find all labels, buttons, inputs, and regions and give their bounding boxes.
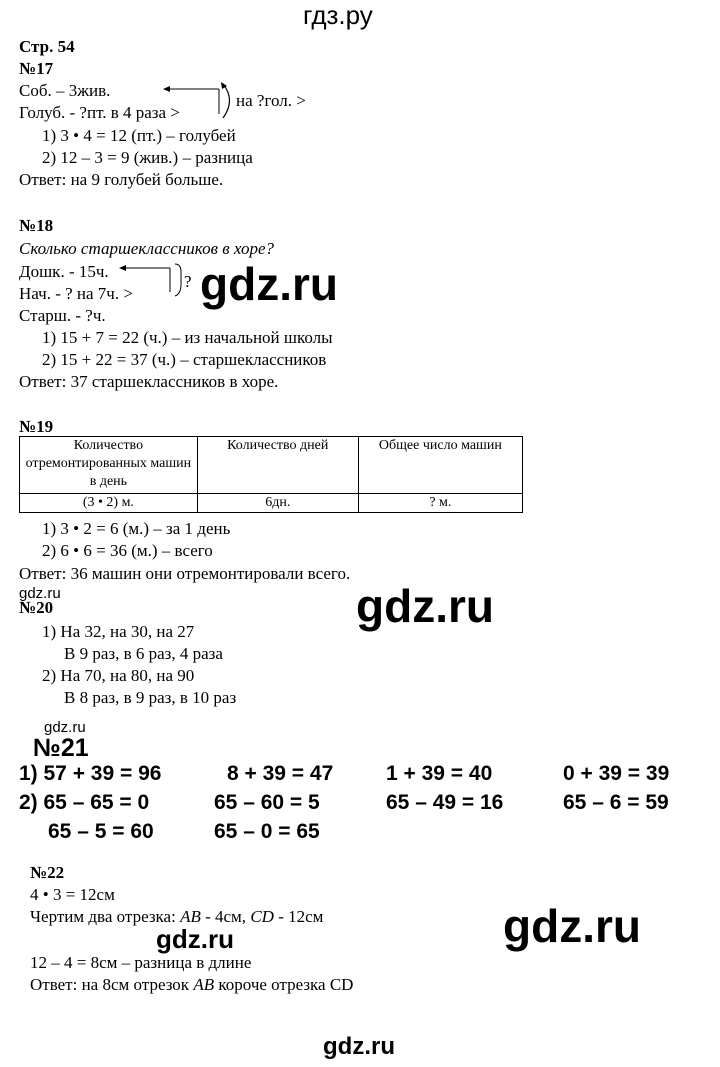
- problem-17-line2: Голуб. - ?пт. в 4 раза >: [19, 103, 180, 122]
- problem-21-row1-col3: 1 + 39 = 40: [386, 762, 493, 785]
- problem-22-line3: 12 – 4 = 8см – разница в длине: [30, 953, 252, 972]
- watermark-small[interactable]: gdz.ru: [44, 719, 86, 736]
- problem-22-number: №22: [30, 863, 65, 882]
- problem-19-step2: 2) 6 • 6 = 36 (м.) – всего: [42, 541, 213, 560]
- problem-22-line1: 4 • 3 = 12см: [30, 885, 115, 904]
- problem-17-brace-label: на ?гол. >: [236, 91, 306, 110]
- table-header-cell: Количество отремонтированных машин в день: [20, 437, 198, 494]
- problem-22-answer-part: короче отрезка CD: [214, 975, 354, 994]
- problem-22-line2-part: - 12см: [273, 907, 324, 926]
- problem-18-step2: 2) 15 + 22 = 37 (ч.) – старшеклассников: [42, 350, 327, 369]
- problem-18-number: №18: [19, 216, 54, 235]
- segment-ab-label: AB: [180, 907, 201, 926]
- problem-22-line2-part: - 4см,: [200, 907, 251, 926]
- table-cell: (3 • 2) м.: [20, 494, 198, 513]
- table-header-cell: Общее число машин: [358, 437, 522, 494]
- problem-21-row3-col1: 65 – 5 = 60: [48, 820, 154, 843]
- watermark-large[interactable]: gdz.ru: [200, 258, 338, 310]
- watermark-medium[interactable]: gdz.ru: [156, 924, 234, 954]
- problem-20-line1: 1) На 32, на 30, на 27: [42, 622, 195, 641]
- problem-20-line3: 2) На 70, на 80, на 90: [42, 666, 195, 685]
- problem-22-line2-part: Чертим два отрезка:: [30, 907, 181, 926]
- problem-21-row2-col4: 65 – 6 = 59: [563, 791, 669, 814]
- problem-20-line2: В 9 раз, в 6 раз, 4 раза: [64, 644, 223, 663]
- problem-21-number: №21: [33, 734, 89, 762]
- problem-18-line2: Нач. - ? на 7ч. >: [19, 284, 133, 303]
- problem-20-number: №20: [19, 598, 54, 617]
- brace-icon: [175, 264, 181, 296]
- segment-cd-label: CD: [250, 907, 274, 926]
- arrow-left-icon: [119, 265, 170, 292]
- problem-21-row2-col2: 65 – 60 = 5: [214, 791, 320, 814]
- problem-20-line4: В 8 раз, в 9 раз, в 10 раз: [64, 688, 237, 707]
- table-header-cell: Количество дней: [197, 437, 358, 494]
- table-cell: ? м.: [358, 494, 522, 513]
- footer-watermark[interactable]: gdz.ru: [323, 1033, 395, 1060]
- problem-19-answer: Ответ: 36 машин они отремонтировали всего.: [19, 564, 351, 583]
- arrow-left-icon: [163, 86, 219, 114]
- problem-19-step1: 1) 3 • 2 = 6 (м.) – за 1 день: [42, 519, 231, 538]
- problem-17-answer: Ответ: на 9 голубей больше.: [19, 170, 224, 189]
- problem-18-answer: Ответ: 37 старшеклассников в хоре.: [19, 372, 279, 391]
- problem-17-number: №17: [19, 59, 54, 78]
- watermark-small[interactable]: gdz.ru: [19, 585, 61, 602]
- watermark-large[interactable]: gdz.ru: [356, 580, 494, 632]
- problem-18-line3: Старш. - ?ч.: [19, 306, 106, 325]
- problem-18-question: Сколько старшеклассников в хоре?: [19, 239, 274, 258]
- problem-21-row3-col2: 65 – 0 = 65: [214, 820, 320, 843]
- curved-brace-icon: [221, 82, 230, 118]
- problem-18-line1: Дошк. - 15ч.: [19, 262, 109, 281]
- problem-19-number: №19: [19, 417, 54, 436]
- problem-17-line1: Соб. – 3жив.: [19, 81, 111, 100]
- problem-22-answer-part: Ответ: на 8см отрезок: [30, 975, 194, 994]
- problem-21-row1-col1: 1) 57 + 39 = 96: [19, 762, 162, 785]
- problem-21-row1-col4: 0 + 39 = 39: [563, 762, 670, 785]
- problem-17-step1: 1) 3 • 4 = 12 (пт.) – голубей: [42, 126, 236, 145]
- problem-18-step1: 1) 15 + 7 = 22 (ч.) – из начальной школы: [42, 328, 333, 347]
- problem-21-row2-col3: 65 – 49 = 16: [386, 791, 504, 814]
- table-cell: 6дн.: [197, 494, 358, 513]
- problem-21-row2-col1: 2) 65 – 65 = 0: [19, 791, 150, 814]
- site-header[interactable]: гдз.ру: [303, 0, 373, 30]
- page-number: Стр. 54: [19, 37, 75, 56]
- problem-18-brace-label: ?: [184, 272, 192, 291]
- watermark-large[interactable]: gdz.ru: [503, 900, 641, 952]
- segment-ab-label: AB: [193, 975, 215, 994]
- problem-17-step2: 2) 12 – 3 = 9 (жив.) – разница: [42, 148, 253, 167]
- problem-21-row1-col2: 8 + 39 = 47: [227, 762, 334, 785]
